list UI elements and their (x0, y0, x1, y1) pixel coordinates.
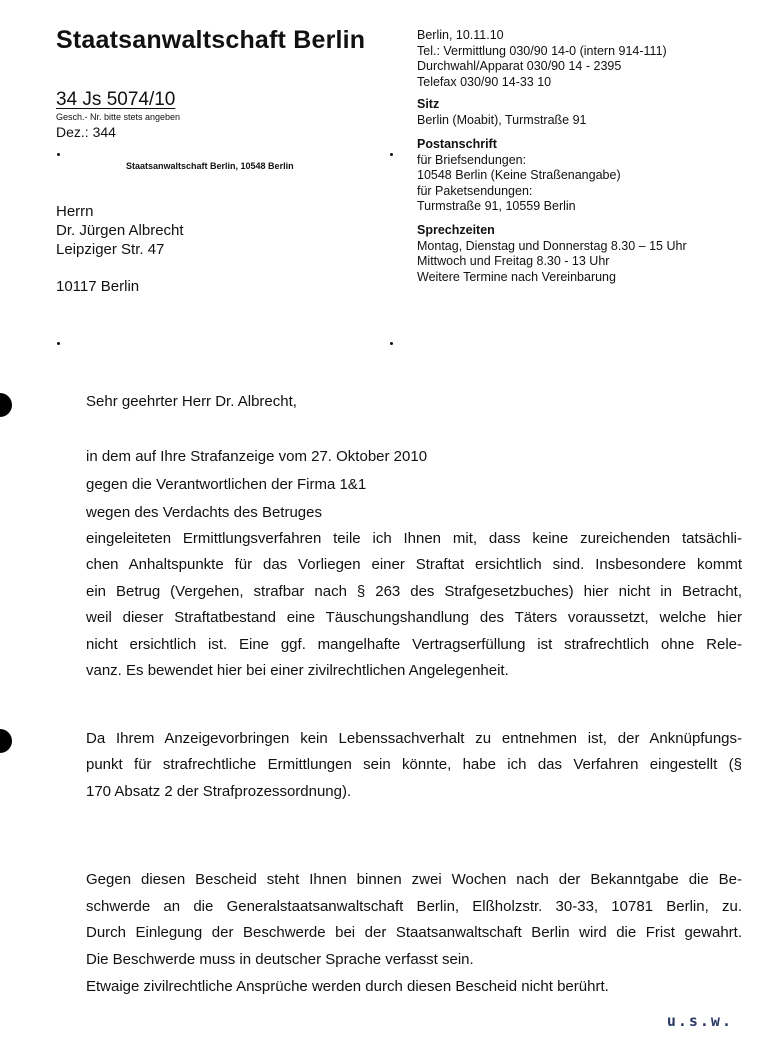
intro-line-2: gegen die Verantwortlichen der Firma 1&1 (86, 476, 367, 493)
seat-address: Berlin (Moabit), Turmstraße 91 (417, 112, 587, 127)
office-hours-line-3: Weitere Termine nach Vereinbarung (417, 269, 616, 284)
postal-label: Postanschrift (417, 137, 497, 151)
case-number-hint: Gesch.- Nr. bitte stets angeben (56, 112, 181, 122)
paragraph-line: punkt für strafrechtliche Ermittlungen sein könnte, habe ich das Verfahren eingestellt (§ (86, 756, 742, 774)
paragraph-termination (86, 726, 742, 805)
paragraph-line: weil dieser Straftatbestand eine Täuschungshandlung des Täters voraussetzt, welche hier (86, 609, 742, 627)
authority-title: Staatsanwaltschaft Berlin (56, 26, 366, 54)
paragraph-line: nicht ersichtlich ist. Eine ggf. mangelhafte Vertragserfüllung ist strafrechtlich ohne Rele- (86, 635, 742, 653)
recipient-street: Leipziger Str. 47 (56, 241, 165, 258)
office-hours-section (417, 223, 687, 285)
postal-letters-address: 10548 Berlin (Keine Straßenangabe) (417, 168, 621, 182)
intro-line-3: wegen des Verdachts des Betruges (86, 504, 322, 521)
paragraph-line: chen Anhaltspunkte für das Vorliegen einer Straftat ersichtlich sind. Insbesondere kommt (86, 556, 742, 574)
department-number: Dez.: 344 (56, 124, 116, 140)
continuation-note: u.s.w. (666, 1012, 733, 1030)
paragraph-line: Gegen diesen Bescheid steht Ihnen binnen zwei Wochen nach der Bekanntgabe die Be- (86, 871, 742, 888)
recipient-salutation-line: Herrn (56, 203, 94, 220)
paragraph-line: Da Ihrem Anzeigevorbringen kein Lebenssachverhalt zu entnehmen ist, der Anknüpfungs- (86, 730, 742, 747)
phone-switchboard: Tel.: Vermittlung 030/90 14-0 (intern 914-111) (417, 43, 667, 58)
paragraph-line: Etwaige zivilrechtliche Ansprüche werden durch diesen Bescheid nicht berührt. (86, 977, 609, 995)
paragraph-line: Durch Einlegung der Beschwerde bei der Staatsanwaltschaft Berlin wird die Frist gewahrt. (86, 924, 742, 942)
fold-mark (57, 153, 60, 156)
punch-hole (0, 393, 12, 417)
office-hours-label: Sprechzeiten (417, 223, 495, 237)
office-hours-line-1: Montag, Dienstag und Donnerstag 8.30 – 15 Uhr (417, 238, 687, 253)
punch-hole (0, 729, 12, 753)
recipient-name: Dr. Jürgen Albrecht (56, 222, 184, 239)
case-number: 34 Js 5074/10 (56, 89, 176, 110)
letter-salutation: Sehr geehrter Herr Dr. Albrecht, (86, 393, 297, 410)
seat-label: Sitz (417, 97, 440, 111)
letter-date: Berlin, 10.11.10 (417, 28, 504, 42)
paragraph-legal-remedy (86, 867, 742, 1001)
fax-number: Telefax 030/90 14-33 10 (417, 74, 552, 89)
paragraph-line: vanz. Es bewendet hier bei einer zivilrechtlichen Angelegenheit. (86, 662, 509, 680)
paragraph-line: 170 Absatz 2 der Strafprozessordnung). (86, 782, 352, 800)
sender-return-address: Staatsanwaltschaft Berlin, 10548 Berlin (126, 161, 294, 171)
postal-parcels-address: Turmstraße 91, 10559 Berlin (417, 199, 576, 213)
office-hours-line-2: Mittwoch und Freitag 8.30 - 13 Uhr (417, 254, 610, 268)
paragraph-line: eingeleiteten Ermittlungsverfahren teile ich Ihnen mit, dass keine zureichenden tatsächli- (86, 530, 742, 547)
postal-letters-label: für Briefsendungen: (417, 152, 527, 167)
fold-mark (57, 342, 60, 345)
paragraph-line: Die Beschwerde muss in deutscher Sprache verfasst sein. (86, 951, 474, 969)
paragraph-line: ein Betrug (Vergehen, strafbar nach § 263 des Strafgesetzbuches) hier nicht in Betracht, (86, 582, 742, 600)
fold-mark (390, 342, 393, 345)
seat-section (417, 97, 587, 128)
paragraph-decision (86, 526, 742, 684)
recipient-city: 10117 Berlin (56, 278, 140, 295)
info-column (417, 28, 667, 90)
phone-direct: Durchwahl/Apparat 030/90 14 - 2395 (417, 59, 622, 73)
postal-section (417, 137, 621, 215)
postal-parcels-label: für Paketsendungen: (417, 183, 533, 198)
paragraph-line: schwerde an die Generalstaatsanwaltschaft Berlin, Elßholzstr. 30-33, 10781 Berlin, zu. (86, 897, 742, 915)
intro-line-1: in dem auf Ihre Strafanzeige vom 27. Oktober 2010 (86, 448, 428, 465)
fold-mark (390, 153, 393, 156)
